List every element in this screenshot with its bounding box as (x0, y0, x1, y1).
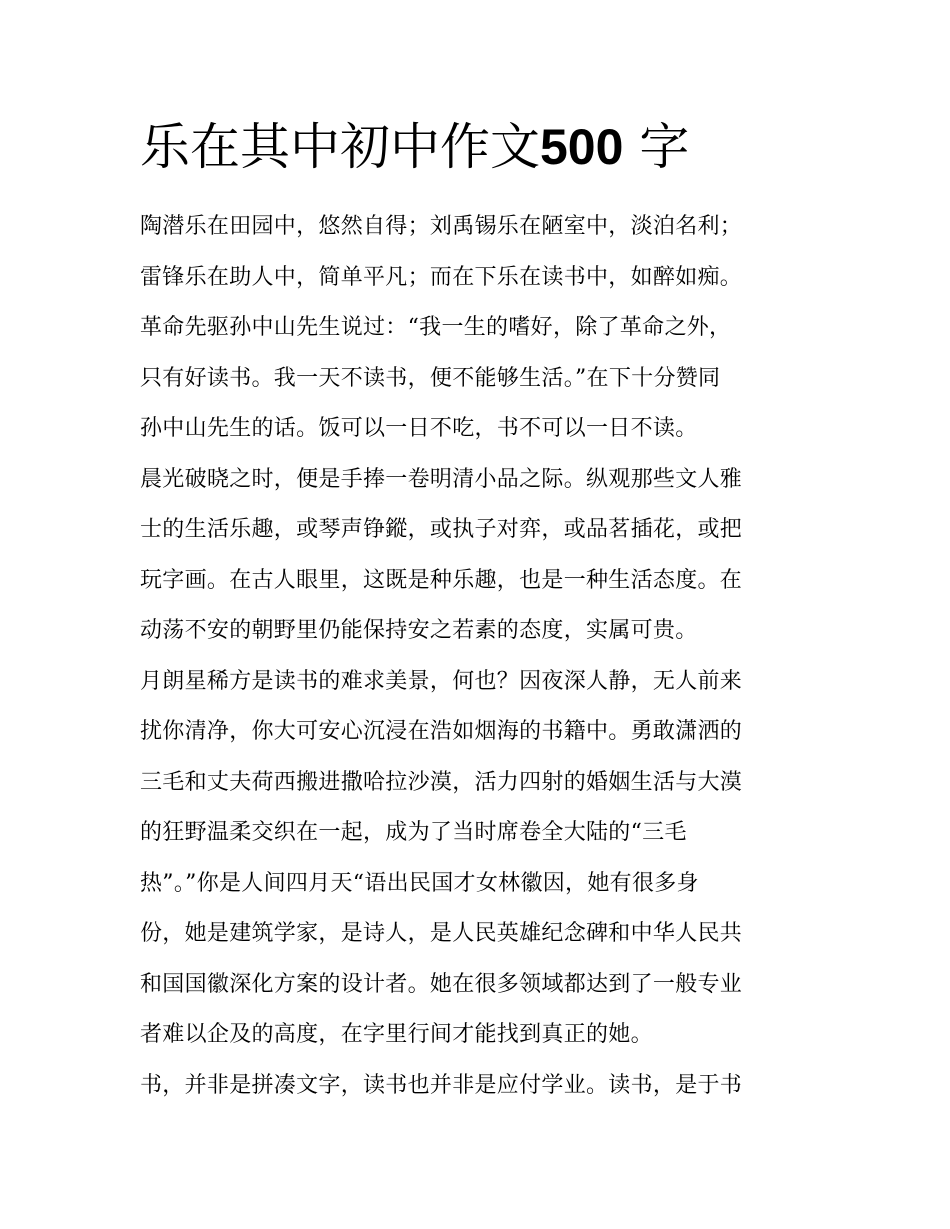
text-line: 热”。”你是人间四月天“语出民国才女林徽因，她有很多身 (140, 870, 699, 896)
page-title (140, 114, 689, 180)
text-line: 扰你清净，你大可安心沉浸在浩如烟海的书籍中。勇敢潇洒的 (140, 719, 743, 744)
text-line: 晨光破晓之时，便是手捧一卷明清小品之际。纵观那些文人雅 (140, 466, 743, 492)
text-line: 份，她是建筑学家，是诗人，是人民英雄纪念碑和中华人民共 (140, 921, 743, 946)
text-line: 的狂野温柔交织在一起，成为了当时席卷全大陆的“三毛 (140, 820, 687, 845)
text-line: 革命先驱孙中山先生说过：“我一生的嗜好，除了革命之外， (140, 315, 732, 340)
title-text: 乐在其中初中作文 (140, 118, 540, 176)
title-number: 500 (540, 119, 624, 175)
text-line: 三毛和丈夫荷西搬进撒哈拉沙漠，活力四射的婚姻生活与大漠 (140, 769, 743, 795)
text-line: 和国国徽深化方案的设计者。她在很多领域都达到了一般专业 (140, 971, 743, 997)
title-suffix: 字 (639, 118, 690, 176)
text-line: 动荡不安的朝野里仍能保持安之若素的态度，实属可贵。 (140, 618, 698, 643)
text-line: 陶潜乐在田园中，悠然自得；刘禹锡乐在陋室中，淡泊名利； (140, 214, 743, 239)
text-line: 玩字画。在古人眼里，这既是种乐趣，也是一种生活态度。在 (140, 567, 743, 593)
text-line: 士的生活乐趣，或琴声铮鏦，或执子对弈，或品茗插花，或把 (140, 517, 743, 542)
text-line: 书，并非是拼凑文字，读书也并非是应付学业。读书，是于书 (140, 1072, 743, 1098)
text-line: 雷锋乐在助人中，简单平凡；而在下乐在读书中，如醉如痴。 (140, 264, 743, 290)
text-line: 月朗星稀方是读书的难求美景，何也？因夜深人静，无人前来 (140, 668, 743, 694)
text-line: 孙中山先生的话。饭可以一日不吃，书不可以一日不读。 (140, 416, 698, 441)
text-line: 者难以企及的高度，在字里行间才能找到真正的她。 (140, 1022, 653, 1047)
text-line: 只有好读书。我一天不读书，便不能够生活。”在下十分赞同 (140, 365, 721, 391)
essay-body (140, 202, 830, 1111)
